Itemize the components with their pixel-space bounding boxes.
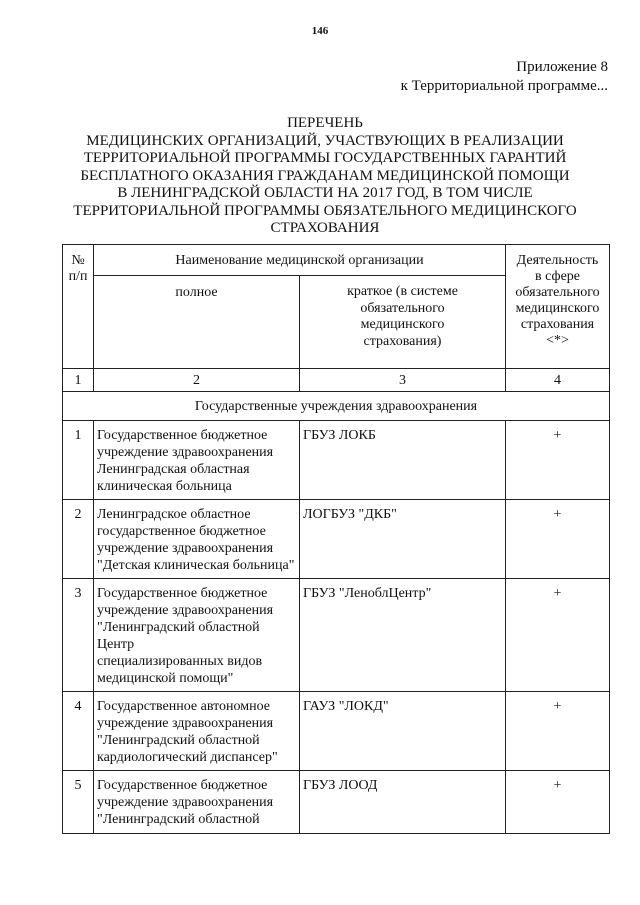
header-short-line: страхования) [363, 333, 442, 349]
full-name-line: медицинской помощи" [97, 671, 234, 686]
column-number: 4 [506, 369, 610, 392]
document-title [40, 115, 610, 238]
header-activity-line: Деятельность [516, 253, 599, 268]
full-name-line: Государственное бюджетное [97, 778, 268, 793]
full-name-line: учреждение здравоохранения [97, 541, 274, 556]
title-line: СТРАХОВАНИЯ [270, 220, 380, 236]
row-activity: + [506, 771, 610, 834]
full-name-line: "Детская клиническая больница" [97, 558, 295, 573]
full-name-line: клиническая больница [97, 479, 232, 494]
row-number: 5 [63, 771, 94, 834]
column-number: 1 [63, 369, 94, 392]
title-line: ТЕРРИТОРИАЛЬНОЙ ПРОГРАММЫ ОБЯЗАТЕЛЬНОГО МЕДИЦИНСКОГО [73, 202, 577, 219]
title-line: В ЛЕНИНГРАДСКОЙ ОБЛАСТИ НА 2017 ГОД, В ТОМ ЧИСЛЕ [117, 185, 533, 201]
header-num-line: п/п [68, 269, 88, 284]
header-short-name [300, 276, 506, 369]
full-name-line: "Ленинградский областной Центр [97, 620, 260, 652]
header-short-line: краткое (в системе [347, 284, 458, 299]
table-row [63, 692, 610, 771]
row-activity: + [506, 500, 610, 579]
row-full-name [94, 579, 300, 692]
full-name-line: Государственное бюджетное [97, 586, 268, 601]
appendix-line-2: к Территориальной программе... [400, 78, 608, 94]
row-short-name: ГАУЗ "ЛОКД" [300, 692, 506, 771]
row-full-name [94, 771, 300, 834]
header-activity-line: <*> [546, 333, 569, 348]
full-name-line: учреждение здравоохранения [97, 603, 274, 618]
table-row [63, 500, 610, 579]
row-short-name: ЛОГБУЗ "ДКБ" [300, 500, 506, 579]
row-number: 1 [63, 421, 94, 500]
header-num [63, 245, 94, 369]
full-name-line: "Ленинградский областной [97, 812, 260, 827]
column-numbers-row [63, 369, 610, 392]
full-name-line: кардиологический диспансер" [97, 750, 278, 765]
row-activity: + [506, 421, 610, 500]
full-name-line: специализированных видов [97, 654, 263, 669]
title-line: ТЕРРИТОРИАЛЬНОЙ ПРОГРАММЫ ГОСУДАРСТВЕННЫХ ГАРАНТИЙ [83, 150, 567, 166]
header-full-name: полное [94, 276, 300, 369]
header-activity [506, 245, 610, 369]
row-number: 2 [63, 500, 94, 579]
organizations-table [62, 244, 610, 834]
full-name-line: Ленинградская областная [97, 462, 250, 477]
appendix-line-1: Приложение 8 [516, 59, 608, 75]
column-number: 3 [300, 369, 506, 392]
table-header-row [63, 245, 610, 276]
row-number: 3 [63, 579, 94, 692]
row-full-name [94, 692, 300, 771]
header-activity-line: страхования [520, 317, 595, 332]
table-row [63, 771, 610, 834]
full-name-line: "Ленинградский областной [97, 733, 260, 748]
full-name-line: Государственное бюджетное [97, 428, 268, 443]
title-line: МЕДИЦИНСКИХ ОРГАНИЗАЦИЙ, УЧАСТВУЮЩИХ В РЕАЛИЗАЦИИ [86, 132, 564, 149]
full-name-line: учреждение здравоохранения [97, 795, 274, 810]
table-row [63, 421, 610, 500]
title-line: ПЕРЕЧЕНЬ [287, 115, 363, 131]
header-activity-line: в сфере [535, 269, 580, 284]
full-name-line: Ленинградское областное [97, 507, 251, 522]
full-name-line: учреждение здравоохранения [97, 716, 274, 731]
header-short-line: медицинского [360, 317, 445, 332]
header-activity-line: медицинского [515, 301, 600, 316]
page-number: 146 [311, 25, 329, 37]
row-short-name: ГБУЗ ЛООД [300, 771, 506, 834]
header-activity-line: обязательного [515, 285, 600, 300]
row-full-name [94, 421, 300, 500]
title-line: БЕСПЛАТНОГО ОКАЗАНИЯ ГРАЖДАНАМ МЕДИЦИНСКОЙ ПОМОЩИ [80, 167, 570, 184]
full-name-line: Государственное автономное [97, 699, 271, 714]
full-name-line: государственное бюджетное [97, 524, 266, 539]
appendix-reference [401, 58, 608, 96]
header-short-line: обязательного [360, 300, 445, 316]
column-number: 2 [94, 369, 300, 392]
row-activity: + [506, 579, 610, 692]
row-short-name: ГБУЗ "ЛеноблЦентр" [300, 579, 506, 692]
section-title: Государственные учреждения здравоохранения [63, 392, 610, 421]
row-activity: + [506, 692, 610, 771]
section-row [63, 392, 610, 421]
header-org-name: Наименование медицинской организации [94, 245, 506, 276]
header-num-line: № [71, 253, 85, 268]
full-name-line: учреждение здравоохранения [97, 445, 274, 460]
row-number: 4 [63, 692, 94, 771]
table-row [63, 579, 610, 692]
row-short-name: ГБУЗ ЛОКБ [300, 421, 506, 500]
row-full-name [94, 500, 300, 579]
